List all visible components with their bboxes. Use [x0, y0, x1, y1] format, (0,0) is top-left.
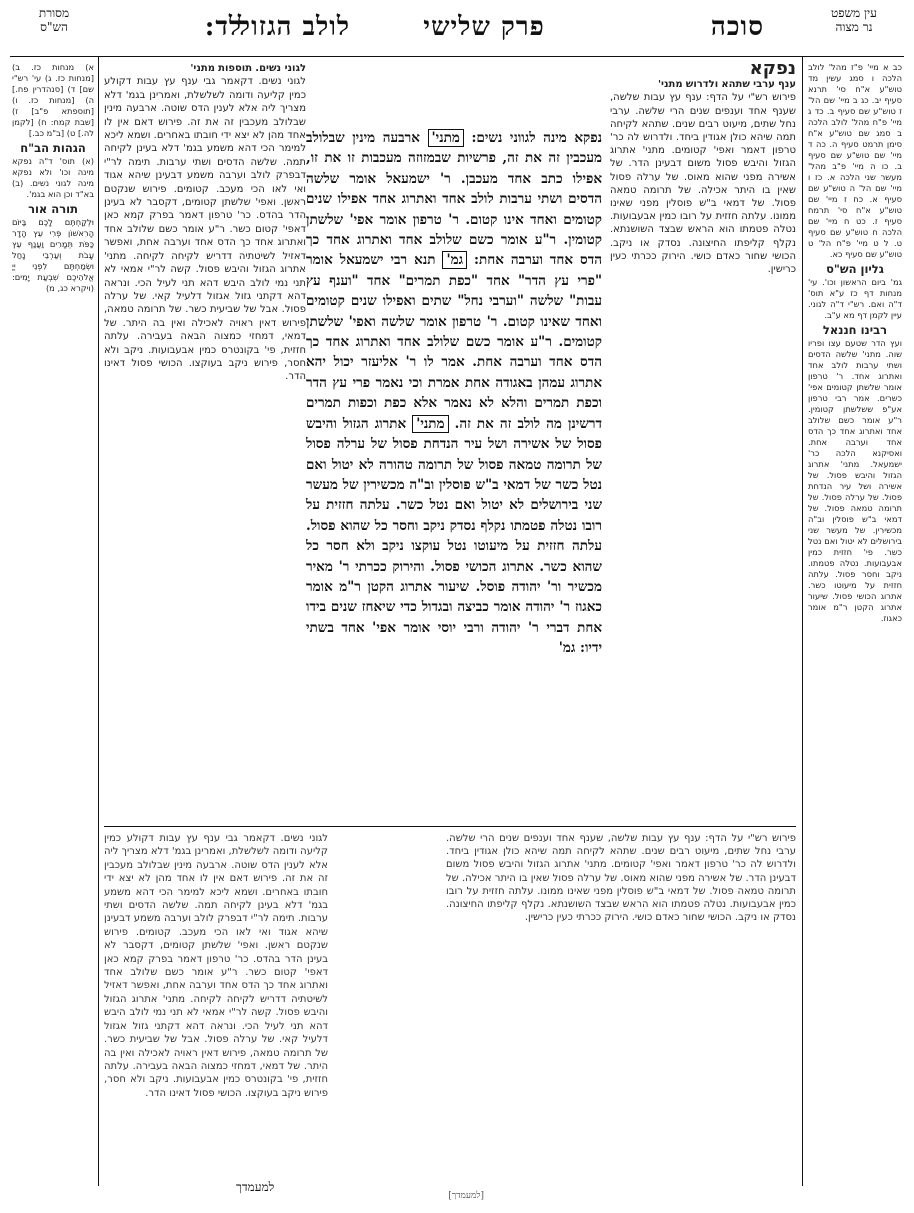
- gemara-text-1: תנא רבי ישמעאל אומר "פרי עץ הדר" אחד "כפת תמרים" אחד "וענף עץ עבות" שלשה "וערבי נחל" שתים ואפילו שנים קטומים ואחד שאינו קטום. ר' טרפון אומר שלשה ואפי' שלשתן קטומים. ר"ע אומר כשם שלולב אחד ואתרוג אחד כך הדס אחד וערבה אחת. אמר לו ר' אליעזר יכול יהא אתרוג עמהן באגודה אחת אמרת וכי נאמר פרי עץ הדר וכפת תמרים והלא לא נאמר אלא כפת וכפות תמרים דרשינן מה לולב זה את זה.: [306, 252, 602, 432]
- ner-mitzvah-label: נר מצוה: [835, 20, 873, 34]
- tosafot-mishnah-label: מתני': [190, 63, 215, 74]
- tosafot-text: לגוני נשים. דקאמר גבי ענף עץ עבות דקולע כמין קליעה ודומה לשלשלת, ואמרינן בגמ' דלא מצריך ליה אלא לענין הדס שוטה. ארבעה מינין שבלולב מעכבין זה את זה. פירוש דאם אין לו אחד מהן לא יצא ידי חובתו באחרים. ושמא ליכא למימר הכי דהא משמע בגמ' דלא בעינן לקיחה תמה. שלשה הדסים ושתי ערבות. תימה לר"י דבפרק לולב וערבה משמע דבעינן שיהא אגוד ואי לאו הכי מעכב. קטומים. פירוש שנקטם ראשן. ואפי' שלשתן קטומים, דקסבר לא בעינן הדר בהדס. כר' טרפון דאמר בפרק קמא כאן דאפי' קטום כשר. ר"ע אומר כשם שלולב אחד ואתרוג אחד כך הדס אחד וערבה אחת, ואפשר דאזיל לשיטתיה דדריש לקיחה לקיחה. מתני' אתרוג הגזול והיבש פסול. קשה לר"י אמאי לא תני נמי לולב היבש דהא תני לעיל הכי. ונראה דהא דקתני גזול אגזול דלעיל קאי. של ערלה פסול. אבל של שביעית כשר. של תרומה טמאה, פירוש דאין ראויה לאכילה ואין בה היתר. של דמאי, דמחזי כמצוה הבאה בעבירה. עלתה חזזית, פי' בקונטרס כמין אבעבועות. ניקב ולא חסר, פירוש ניקב בעוקצו. הכושי פסול דאינו הדר.: [104, 76, 306, 383]
- catchword: למעמדך: [236, 1180, 275, 1194]
- torah-or-text: וּלְקַחְתֶּם לָכֶם בַּיּוֹם הָרִאשׁוֹן פְּרִי עֵץ הָדָר כַּפֹּת תְּמָרִים וַעֲנַף עֵץ עָבֹת וְעַרְבֵי נָחַל וּשְׂמַחְתֶּם לִפְנֵי יְיָ אֱלֹהֵיכֶם שִׁבְעַת יָמִים: (ויקרא כג, מ): [12, 217, 94, 293]
- tosafot-column: [104, 62, 306, 822]
- tosafot-header: לגוני נשים.: [255, 63, 306, 74]
- tosafot-title: תוספות: [218, 63, 253, 74]
- rashi-section-shetehe: שתהא: [721, 79, 750, 91]
- gilyon-title: גליון הש"ס: [826, 262, 884, 276]
- masoret-heading: [14, 6, 94, 34]
- header-rule: [10, 56, 904, 57]
- left-margin: [12, 62, 94, 462]
- rashi-section-mishnah: מתני': [657, 79, 683, 91]
- left-margin-divider: [98, 56, 99, 1186]
- bottom-commentary-rule: [104, 826, 796, 827]
- hagahot-title: הגהות הב"ח: [20, 141, 86, 155]
- rabbeinu-chananel-text: ועץ הדר שטעם עצו ופריו שוה. מתני' שלשה הדסים ושתי ערבות לולב אחד ואתרוג אחד. ר' טרפון אומר שלשתן קטומים אפי' כשרים. אמר רבי טרפון אע"פ ששלשתן קטומין. ר"ע אומר כשם שלולב אחד ואתרוג אחד כך הדס אחד וערבה אחת. ואסיקנא הלכה כר' ישמעאל. מתני' אתרוג הגזול והיבש פסול. של אשירה ושל עיר הנדחת פסול. של ערלה פסול. של תרומה טמאה פסול. של דמאי ב"ש פוסלין וב"ה מכשירין. של מעשר שני בירושלים לא יטול ואם נטל כשר. פי' חזזית כמין אבעבועות. נטלה פטמתו. ניקב וחסר פסול. עלתה חזזית על מיעוטו כשר. אתרוג הכושי פסול. שיעור אתרוג הקטן ר"מ אומר כאגוז.: [808, 338, 902, 623]
- ein-mishpat-label: עין משפט: [831, 6, 877, 20]
- mishnah-text-1: ארבעה מינין שבלולב מעכבין זה את זה, פרשיות שבמזוזה מעכבות זו את זו, אפילו כתב אחד מעכבן. ר' ישמעאל אומר שלשה הדסים ושתי ערבות לולב אחד ואתרוג אחד אפילו שנים קטומים ואחד אינו קטום. ר' טרפון אומר אפי' שלשתן קטומין. ר"ע אומר כשם שלולב אחד ואתרוג אחד כך הדס אחד וערבה אחת:: [306, 130, 602, 269]
- daf-number: לד:: [204, 12, 242, 42]
- rashi-column: [610, 62, 796, 822]
- main-intro: נפקא מינה לגווני נשים:: [471, 130, 602, 146]
- gemara-main-text: [306, 128, 602, 840]
- mishnah-label-1: מתני': [428, 129, 464, 147]
- tosafot-continuation-text: לגוני נשים. דקאמר גבי ענף עץ עבות דקולע כמין קליעה ודומה לשלשלת, ואמרינן בגמ' דלא מצריך ליה אלא לענין הדס שוטה. ארבעה מינין שבלולב מעכבין זה את זה. פירוש דאם אין לו אחד מהן לא יצא ידי חובתו באחרים. ושמא ליכא למימר הכי דהא משמע בגמ' דלא בעינן לקיחה תמה. שלשה הדסים ושתי ערבות. תימה לר"י דבפרק לולב וערבה משמע דבעינן שיהא אגוד ואי לאו הכי מעכב. קטומים. פירוש שנקטם ראשן. ואפי' שלשתן קטומים, דקסבר לא בעינן הדר בהדס. כר' טרפון דאמר בפרק קמא כאן דאפי' קטום כשר. ר"ע אומר כשם שלולב אחד ואתרוג אחד כך הדס אחד וערבה אחת, ואפשר דאזיל לשיטתיה דדריש לקיחה לקיחה. מתני' אתרוג הגזול והיבש פסול. קשה לר"י אמאי לא תני נמי לולב היבש דהא תני לעיל הכי. ונראה דהא דקתני גזול אגזול דלעיל קאי. של ערלה פסול. אבל של שביעית כשר. של תרומה טמאה, פירוש דאין ראויה לאכילה ואין בה היתר. של דמאי, דמחזי כמצוה הבאה בעבירה. עלתה חזזית, פי' בקונטרס כמין אבעבועות. ניקב ולא חסר, פירוש ניקב בעוקצו. הכושי פסול דאינו הדר.: [104, 833, 328, 1099]
- gemara-label-1: גמ': [442, 251, 467, 269]
- rashi-text: פירוש רש"י על הדף: ענף עץ עבות שלשה, שענף אחד וענפים שנים הרי שלשה. ערבי נחל שתים, מיעוט רבים שנים. שתהא לקיחה תמה שיהא כולן אגודין ביחד. ולדרוש לה כר' טרפון דאמר ואפי' קטומים. מתני' אתרוג הגזול והיבש פסול משום דבעינן הדר. של אשירה מפני שהוא מאוס. של ערלה פסול שאין בו היתר אכילה. של תרומה טמאה פסול. של דמאי ב"ש פוסלין מפני שאינו ממונו. עלתה חזזית על רובו כמין אבעבועות. נטלה פטמתו הוא הראש שבצד השושנתא. נקלף קליפתו החיצונה. נסדק או ניקב. הכושי שחור כאדם כושי. הירוק ככרתי כעין כרישין.: [610, 92, 796, 276]
- rashi-section-velidrosh: ולדרוש: [685, 79, 719, 91]
- page-footer-note: [למעמדך]: [448, 1191, 484, 1201]
- hagahot-text: (א) תוס' ד"ה נפקא מינה וכו' ולא נפקא מינה לגוני נשים. (ב) בא"ד וכן הוא בגמ'.: [12, 156, 94, 199]
- masoret-text: א) מנחות כז. ב) [מנחות כז. ג) עי' רש"י שם] ד) [סנהדרין פח.] ה) [מנחות כז. ו) [תוספתא פ"ב] ז) [שבת קמח: ח) [לקמן לה.] ט) [ב"מ כב.]: [12, 62, 94, 138]
- gemara-label-2: גמ': [558, 640, 576, 657]
- mishnah-label-2: מתני': [412, 415, 448, 433]
- rashi-continuation-text: פירוש רש"י על הדף: ענף עץ עבות שלשה, שענף אחד וענפים שנים הרי שלשה. ערבי נחל שתים, מיעוט רבים שנים. שתהא לקיחה תמה שיהא כולן אגודין ביחד. ולדרוש לה כר' טרפון דאמר ואפי' קטומים. מתני' אתרוג הגזול והיבש פסול משום דבעינן הדר. של אשירה מפני שהוא מאוס. של ערלה פסול שאין בו היתר אכילה. של תרומה טמאה פסול. של דמאי ב"ש פוסלין מפני שאינו ממונו. עלתה חזזית על רובו כמין אבעבועות. נטלה פטמתו הוא הראש שבצד השושנתא. נקלף קליפתו החיצונה. נסדק או ניקב. הכושי שחור כאדם כושי. הירוק ככרתי כעין כרישין.: [446, 833, 796, 924]
- mishnah-text-2: אתרוג הגזול והיבש פסול של אשירה ושל עיר הנדחת פסול של ערלה פסול של תרומה טמאה פסול של תרומה טהורה לא יטול ואם נטל כשר של דמאי ב"ש פוסלין וב"ה מכשירין של מעשר שני בירושלים לא יטול ואם נטל כשר. עלתה חזזית על רובו נטלה פטמתו נקלף נסדק ניקב וחסר כל שהוא פסול. עלתה חזזית על מיעוטו נטל עוקצו ניקב ולא חסר כל שהוא כשר. אתרוג הכושי פסול. והירוק ככרתי ר' מאיר מכשיר ור' יהודה פוסל. שיעור אתרוג הקטן ר"מ אומר כאגוז ר' יהודה אומר כביצה ובגדול כדי שיאחז שנים בידו אחת דברי ר' יהודה ורבי יוסי אומר אפי' אחד בשתי ידיו:: [306, 415, 602, 657]
- right-margin: [808, 62, 902, 1177]
- torah-or-title: תורה אור: [28, 202, 78, 216]
- right-margin-divider: [802, 56, 803, 1186]
- rashi-section-anaf: ענף: [778, 79, 796, 91]
- rashi-continuation: [446, 832, 796, 1172]
- ein-mishpat-heading: [808, 6, 900, 34]
- perek-number: פרק שלישי: [423, 12, 545, 42]
- ein-mishpat-text: כב א מיי' פ"ז מהל' לולב הלכה ו סמג עשין מד טוש"ע א"ח סי' תרנא סעיף יב. כג ב מיי' שם הל' ז טוש"ע שם סעיף ב. כד ג מיי' פ"ח מהל' לולב הלכה ב סמג שם טוש"ע א"ח סימן תרמט סעיף ה. כה ד מיי' שם טוש"ע שם סעיף ב. כו ה מיי' פ"ב מהל' מעשר שני הלכה א. כז ו מיי' שם הל' ה טוש"ע שם סעיף א. כח ז מיי' שם טוש"ע א"ח סי' תרמח סעיף ז. כט ח מיי' שם הלכה ח טוש"ע שם סעיף ט. ל ט מיי' פ"ח הל' ט טוש"ע שם סעיף כא.: [808, 62, 902, 259]
- masechet-title: סוכה: [710, 12, 764, 42]
- rabbeinu-chananel-title: רבינו חננאל: [822, 323, 888, 337]
- hashas-label: הש"ס: [40, 20, 68, 34]
- rashi-dibur-hamatchil: נפקא: [749, 62, 796, 79]
- tosafot-continuation: [104, 832, 328, 1172]
- rashi-section-arvei: ערבי: [753, 79, 775, 91]
- perek-title: לולב הגזול: [237, 12, 351, 42]
- gilyon-text: גמ' ביום הראשון וכו'. עי' מנחות דף כז ע"א תוס' ד"ה ואם. רש"י ד"ה לגוני. עיין לקמן דף מא ע"ב.: [808, 277, 902, 320]
- masoret-label: מסורת: [38, 6, 70, 20]
